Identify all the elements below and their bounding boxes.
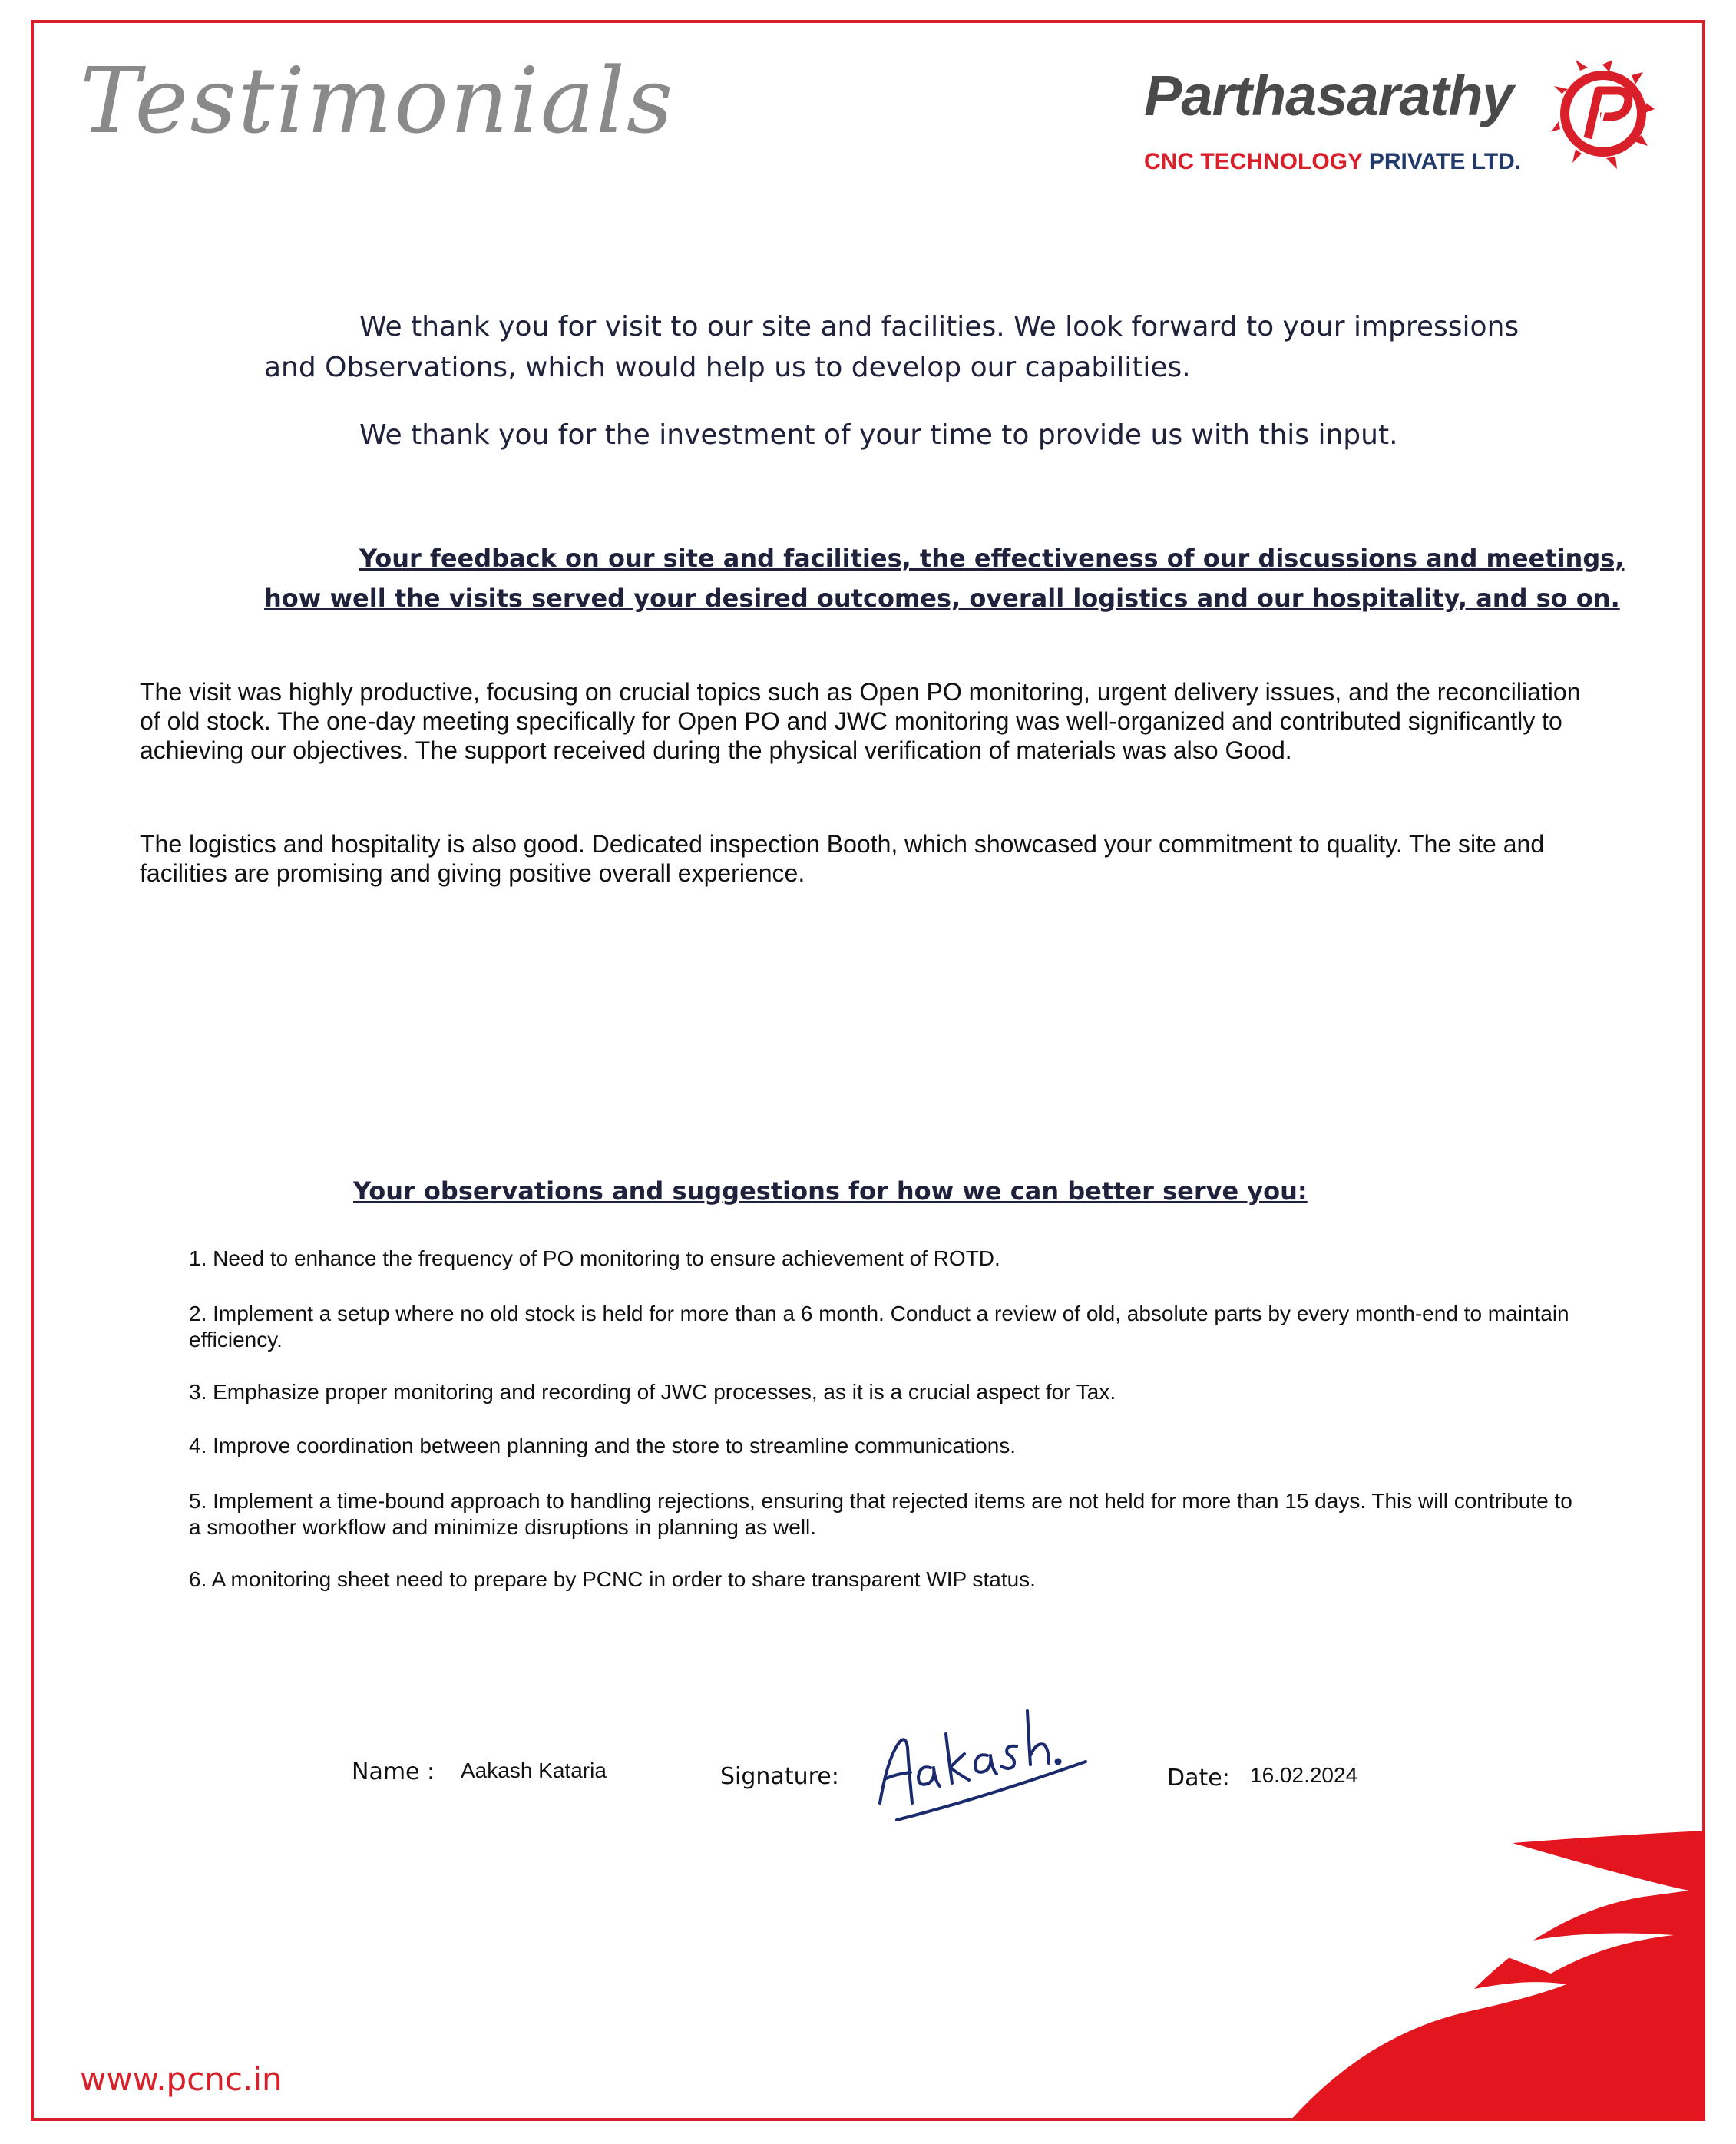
website-link[interactable]: www.pcnc.in (80, 2060, 283, 2098)
name-label: Name : (352, 1759, 435, 1785)
name-value: Aakash Kataria (461, 1759, 607, 1782)
company-logo (1144, 63, 1658, 178)
suggestion-item: 6. A monitoring sheet need to prepare by PCNC in order to share transparent WIP status. (189, 1567, 1036, 1591)
observations-heading: Your observations and suggestions for how we can better serve you: (353, 1176, 1308, 1206)
logo-name: Parthasarathy (1144, 64, 1513, 127)
intro-line-2: and Observations, which would help us to develop our capabilities. (264, 352, 1191, 383)
feedback-paragraph: The visit was highly productive, focusing on crucial topics such as Open PO monitoring, urgent delivery issues, and the reconciliation of old stock. The one-day meeting specifically for Open PO and JWC monitoring was well-organized and contributed significantly to achieving our objectives. The support received during the physical verification of materials was also Good. (140, 678, 1581, 764)
logo-tagline (1144, 149, 1521, 175)
suggestion-item: 5. Implement a time-bound approach to handling rejections, ensuring that rejected items are not held for more than 15 days. This will contribute to a smoother workflow and minimize disruptions in planning as well. (189, 1489, 1572, 1539)
date-value: 16.02.2024 (1250, 1763, 1358, 1787)
logo-emblem-icon (1551, 58, 1655, 170)
suggestion-item: 1. Need to enhance the frequency of PO monitoring to ensure achievement of ROTD. (189, 1246, 1000, 1270)
signature-label: Signature: (720, 1763, 839, 1790)
suggestion-item: 3. Emphasize proper monitoring and recording of JWC processes, as it is a crucial aspect for Tax. (189, 1380, 1116, 1404)
logo-tagline-red: CNC TECHNOLOGY (1144, 149, 1363, 174)
intro-line-3: We thank you for the investment of your time to provide us with this input. (359, 419, 1398, 451)
feedback-heading-line-1: Your feedback on our site and facilities, the effectiveness of our discussions and meetings, (359, 544, 1625, 573)
page-title: Testimonials (80, 48, 675, 154)
suggestion-item: 4. Improve coordination between planning and the store to streamline communications. (189, 1434, 1017, 1457)
feedback-heading-line-2: how well the visits served your desired outcomes, overall logistics and our hospitality, and so on. (264, 584, 1620, 613)
logo-tagline-dark: PRIVATE LTD. (1368, 149, 1522, 174)
decorative-swoosh (1244, 1820, 1705, 2121)
date-label: Date: (1167, 1765, 1230, 1792)
handwritten-signature (866, 1688, 1096, 1841)
suggestion-item: 2. Implement a setup where no old stock is held for more than a 6 month. Conduct a review of old, absolute parts by every month-end to maintain efficiency. (189, 1302, 1569, 1352)
feedback-paragraph: The logistics and hospitality is also good. Dedicated inspection Booth, which showcased your commitment to quality. The site and facilities are promising and giving positive overall experience. (140, 830, 1545, 887)
intro-line-1: We thank you for visit to our site and facilities. We look forward to your impressions (359, 311, 1519, 342)
